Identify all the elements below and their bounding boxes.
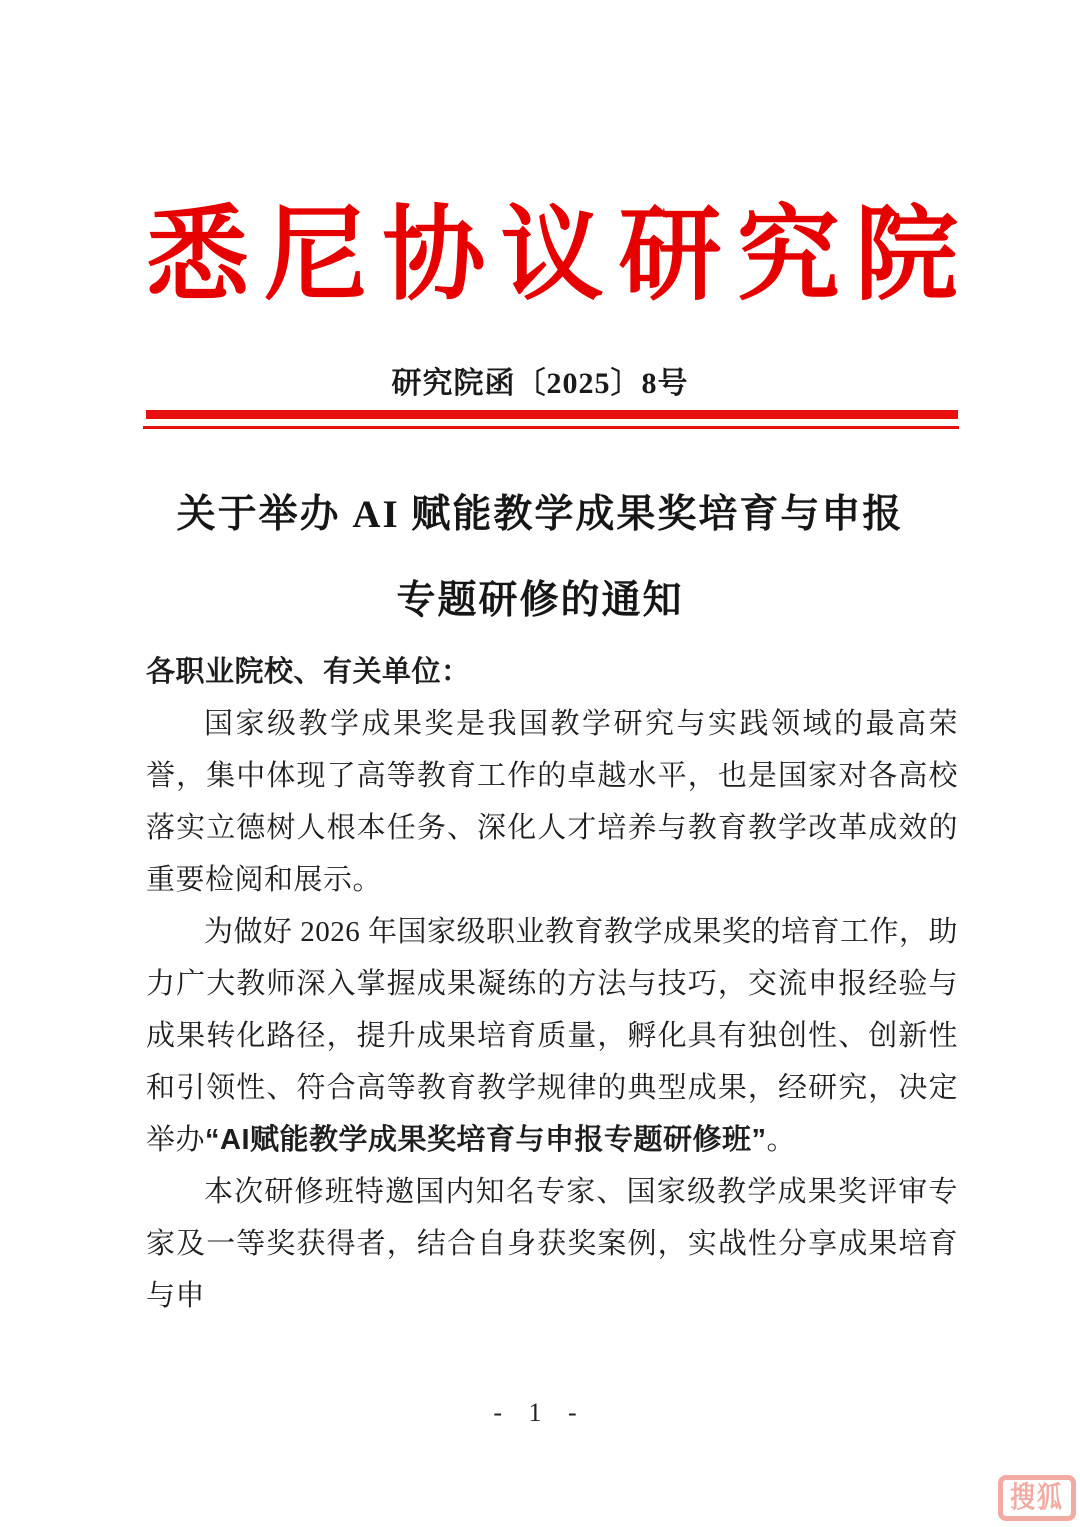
watermark-seal xyxy=(998,1475,1076,1521)
paragraph-3: 本次研修班特邀国内知名专家、国家级教学成果奖评审专家及一等奖获得者，结合自身获奖案例，实战性分享成果培育与申 xyxy=(146,1176,958,1312)
paragraph-2-period: 。 xyxy=(766,1124,797,1156)
notice-title-line1: 关于举办 AI 赋能教学成果奖培育与申报 xyxy=(176,493,904,536)
paragraph-2 xyxy=(146,906,958,1166)
red-rule-thick xyxy=(146,410,958,419)
notice-title xyxy=(0,472,1080,644)
notice-title-line2: 专题研修的通知 xyxy=(396,579,684,622)
watermark-seal-text: 搜狐 xyxy=(1009,1482,1064,1514)
red-rule-thin xyxy=(143,426,959,429)
paragraph-2-bold-phrase: “AI赋能教学成果奖培育与申报专题研修班” xyxy=(205,1124,767,1156)
paragraph-1: 国家级教学成果奖是我国教学研究与实践领域的最高荣誉，集中体现了高等教育工作的卓越水平，也是国家对各高校落实立德树人根本任务、深化人才培养与教育教学改革成效的重要检阅和展示。 xyxy=(146,708,958,896)
paragraph-2-text: 为做好 2026 年国家级职业教育教学成果奖的培育工作，助力广大教师深入掌握成果凝练的方法与技巧，交流申报经验与成果转化路径，提升成果培育质量，孵化具有独创性、创新性和引领性、符合高等教育教学规律的典型成果，经研究，决定举办 xyxy=(146,916,959,1156)
page-number: - 1 - xyxy=(493,1398,587,1427)
document-body xyxy=(146,646,958,1322)
salutation: 各职业院校、有关单位： xyxy=(146,656,471,688)
doc-number: 研究院函〔2025〕8号 xyxy=(391,367,689,400)
org-title: 悉尼协议研究院 xyxy=(146,199,958,313)
